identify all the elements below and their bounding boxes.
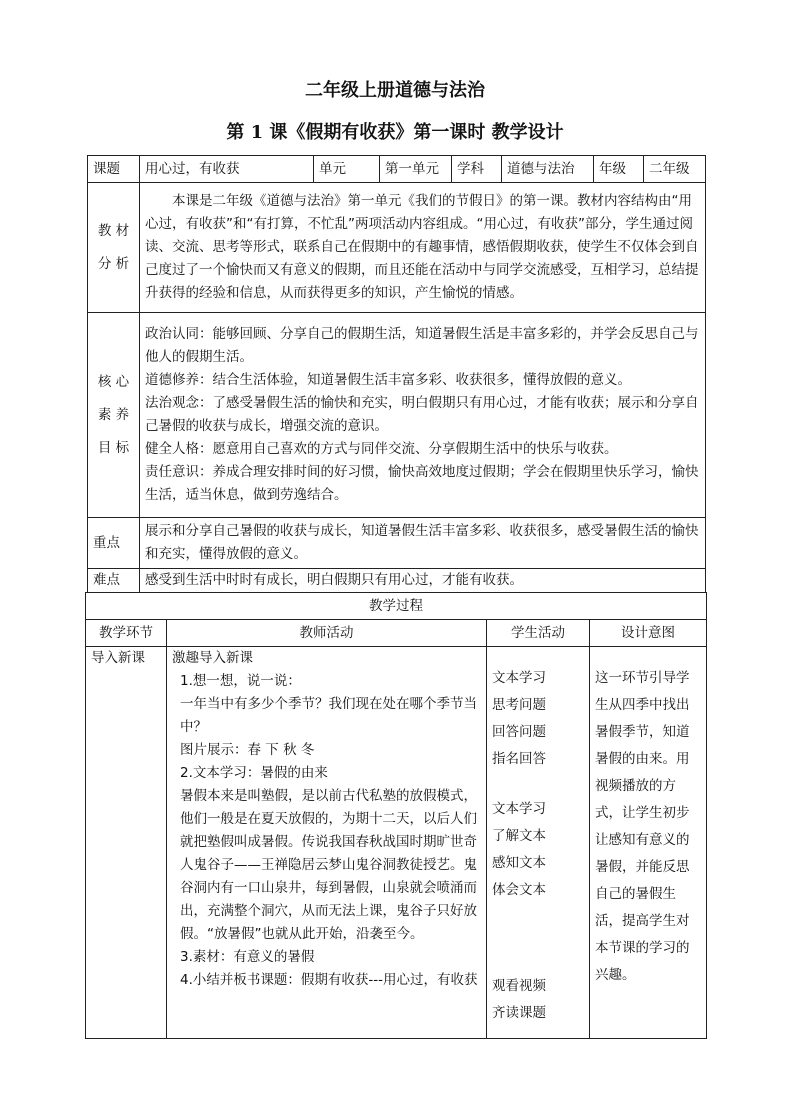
label-key-point: 重点 <box>88 518 140 569</box>
design-intent: 这一环节引导学生从四季中找出暑假季节，知道暑假的由来。用视频播放的方式，让学生初步让感知有意义的暑假，并能反思自己的暑假生活，提高学生对本节课的学习的兴趣。 <box>590 647 707 1039</box>
literacy-label: 核 心 素 养 目 标 <box>88 313 140 518</box>
subject-value: 道德与法治 <box>502 156 594 183</box>
stage-name: 导入新课 <box>86 647 167 1039</box>
difficulty-text: 感受到生活中时时有成长，明白假期只有用心过，才能有收获。 <box>140 569 706 593</box>
teacher-activity: 激趣导入新课 1.想一想，说一说： 一年当中有多少个季节？我们现在处在哪个季节当中？ 图片展示：春 下 秋 冬 2.文本学习：暑假的由来 暑假本来是叫塾假，是以前古代私塾的放假模式，他们一般是在夏天放假的，为期十二天，以后人们就把塾假叫成暑假。传说我国春秋战国时期旷世奇人鬼谷子——王禅隐居云梦山鬼谷洞教徒授艺。鬼谷洞内有一口山泉井，每到暑假，山泉就会喷涌而出，充满整个洞穴，从而无法上课，鬼谷子只好放假。“放暑假”也就从此开始，沿袭至今。 3.素材：有意义的暑假 4.小结并板书课题：假期有收获---用心过，有收获 <box>167 647 487 1039</box>
label-subject: 学科 <box>452 156 502 183</box>
lesson-info-table <box>87 155 706 593</box>
grade-value: 二年级 <box>644 156 706 183</box>
goal-personality: 健全人格：愿意用自己喜欢的方式与同伴交流、分享假期生活中的快乐与收获。 <box>145 441 618 457</box>
header-design: 设计意图 <box>590 620 707 647</box>
goal-law: 法治观念：了感受暑假生活的愉快和充实，明白假期只有用心过，才能有收获；展示和分享自己暑假的收获与成长，增强交流的意识。 <box>145 395 699 434</box>
key-point-text: 展示和分享自己暑假的收获与成长，知道暑假生活丰富多彩、收获很多，感受暑假生活的愉快和充实，懂得放假的意义。 <box>140 518 706 569</box>
goal-political: 政治认同：能够回顾、分享自己的假期生活，知道暑假生活是丰富多彩的，并学会反思自己与他人的假期生活。 <box>145 326 699 365</box>
teaching-process-table <box>85 592 707 1039</box>
header-stage: 教学环节 <box>86 620 167 647</box>
literacy-goals <box>140 313 706 518</box>
analysis-label: 教 材 分 析 <box>88 183 140 313</box>
label-unit: 单元 <box>314 156 380 183</box>
unit-value: 第一单元 <box>380 156 452 183</box>
topic-value: 用心过，有收获 <box>140 156 314 183</box>
process-title: 教学过程 <box>86 593 707 620</box>
header-teacher: 教师活动 <box>167 620 487 647</box>
analysis-text: 本课是二年级《道德与法治》第一单元《我们的节假日》的第一课。教材内容结构由“用心过，有收获”和“有打算，不忙乱”两项活动内容组成。“用心过，有收获”部分，学生通过阅读、交流、思考等形式，联系自己在假期中的有趣事情，感悟假期收获，使学生不仅体会到自己度过了一个愉快而又有意义的假期，而且还能在活动中与同学交流感受，互相学习，总结提升获得的经验和信息，从而获得更多的知识，产生愉悦的情感。 <box>140 183 706 313</box>
header-student: 学生活动 <box>487 620 590 647</box>
document-subtitle: 第 1 课《假期有收获》第一课时 教学设计 <box>226 122 564 143</box>
student-activity: 文本学习 思考问题 回答问题 指名回答 文本学习 了解文本 感知文本 体会文本 观看视频 齐读课题 <box>487 647 590 1039</box>
goal-responsibility: 责任意识：养成合理安排时间的好习惯，愉快高效地度过假期；学会在假期里快乐学习，愉快生活，适当休息，做到劳逸结合。 <box>145 464 699 503</box>
label-topic: 课题 <box>88 156 140 183</box>
document-title: 二年级上册道德与法治 <box>305 80 485 101</box>
goal-moral: 道德修养：结合生活体验，知道暑假生活丰富多彩、收获很多，懂得放假的意义。 <box>145 372 631 388</box>
label-grade: 年级 <box>594 156 644 183</box>
label-difficulty: 难点 <box>88 569 140 593</box>
